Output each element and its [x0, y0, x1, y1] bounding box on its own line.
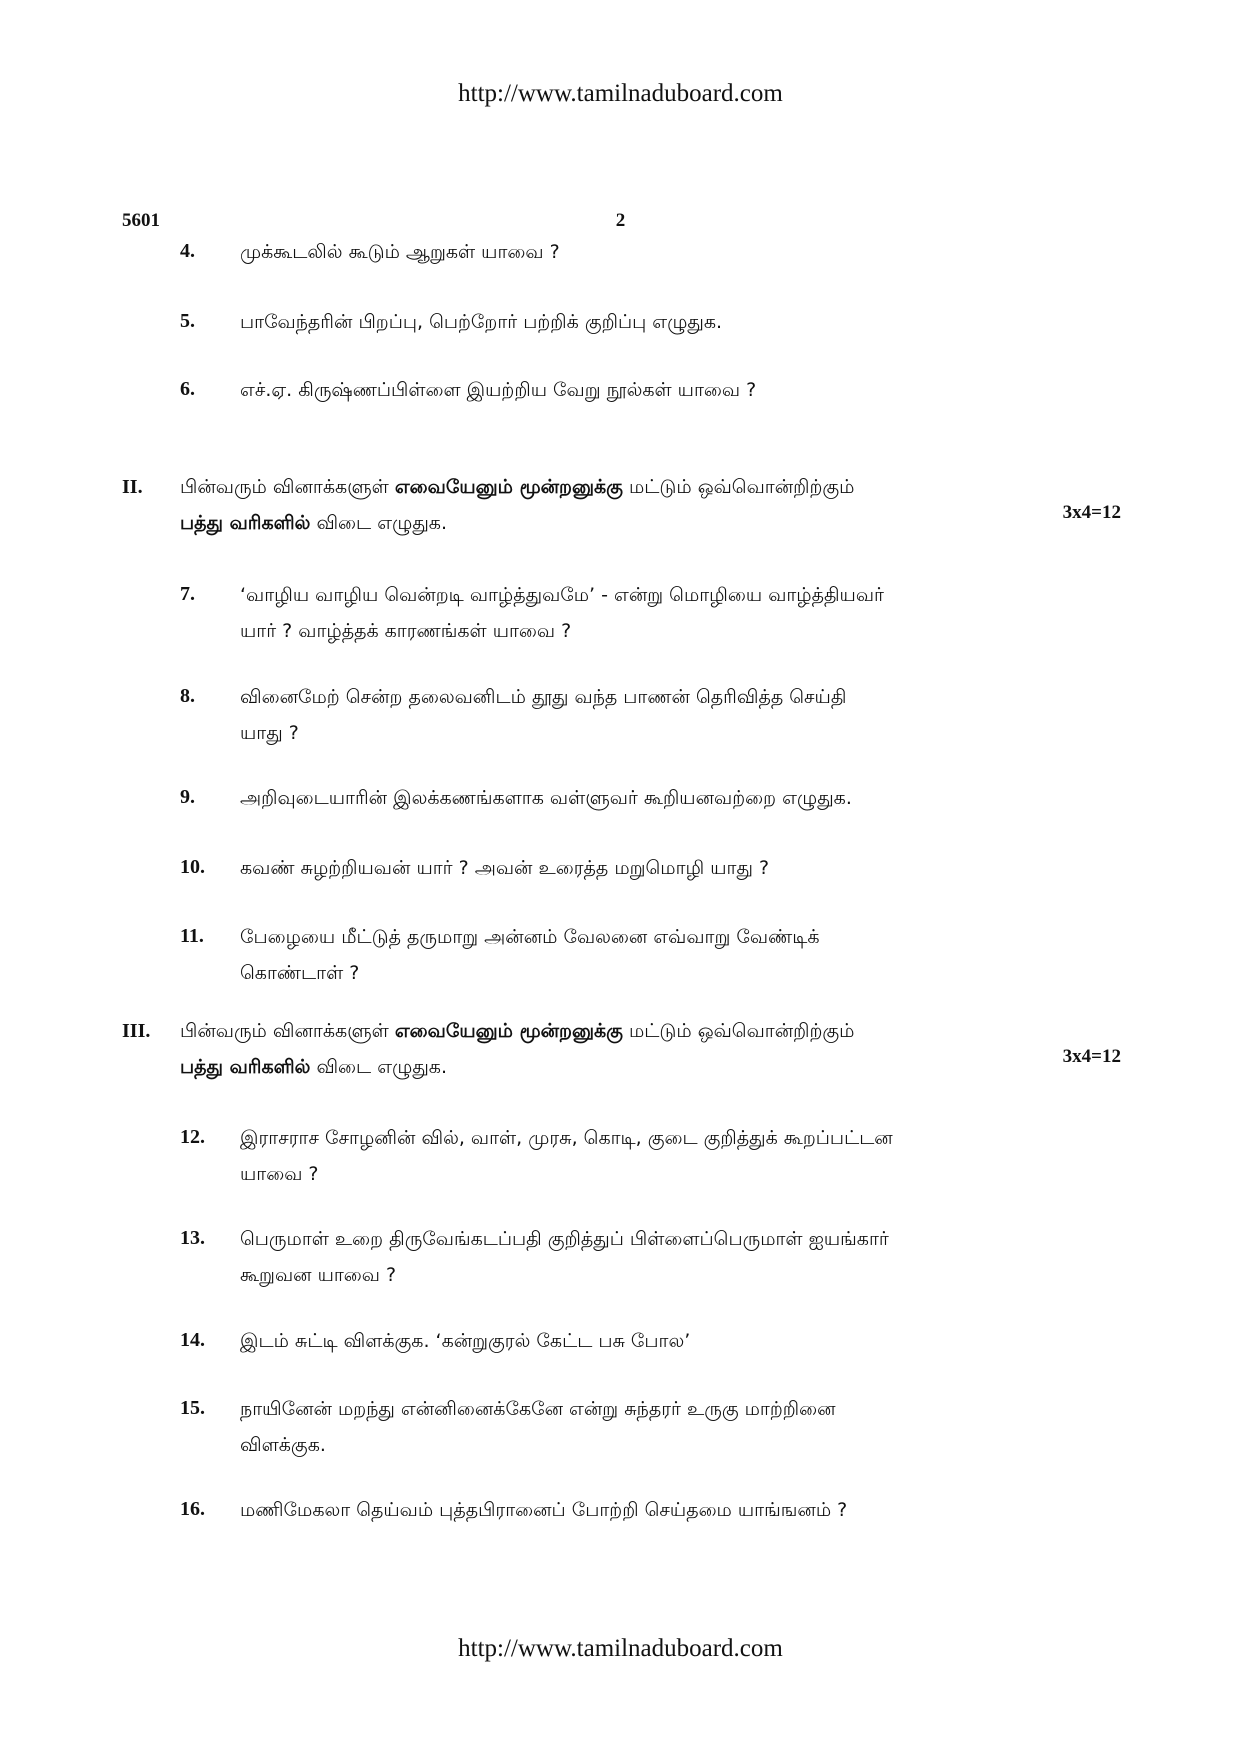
instruction-bold: பத்து வரிகளில் — [180, 1056, 311, 1078]
instruction-text: மட்டும் ஒவ்வொன்றிற்கும் — [622, 1020, 855, 1042]
section-instruction — [180, 1013, 1080, 1085]
instruction-text: மட்டும் ஒவ்வொன்றிற்கும் — [622, 476, 855, 498]
question-number: 7. — [180, 583, 195, 605]
question-number: 14. — [180, 1329, 205, 1351]
question-number: 11. — [180, 925, 204, 947]
question-number: 9. — [180, 786, 195, 808]
question-line: யார் ? வாழ்த்தக் காரணங்கள் யாவை ? — [240, 620, 572, 642]
header-url: http://www.tamilnaduboard.com — [458, 80, 783, 107]
question-line: எச்.ஏ. கிருஷ்ணப்பிள்ளை இயற்றிய வேறு நூல்கள் யாவை ? — [240, 379, 757, 401]
question-line: மணிமேகலா தெய்வம் புத்தபிரானைப் போற்றி செய்தமை யாங்ஙனம் ? — [240, 1499, 848, 1521]
question-text — [240, 1391, 1070, 1463]
question-text — [240, 919, 1070, 991]
instruction-text: பின்வரும் வினாக்களுள் — [180, 476, 395, 498]
question-text — [240, 1323, 1070, 1359]
question-text — [240, 1120, 1070, 1192]
question-line: முக்கூடலில் கூடும் ஆறுகள் யாவை ? — [240, 241, 560, 263]
section-marks: 3x4=12 — [1062, 1046, 1121, 1067]
question-text — [240, 780, 1070, 816]
question-number: 8. — [180, 685, 195, 707]
question-text — [240, 234, 1070, 270]
question-number: 6. — [180, 378, 195, 400]
instruction-text: விடை எழுதுக. — [310, 512, 447, 534]
question-number: 13. — [180, 1227, 205, 1249]
question-line: கவண் சுழற்றியவன் யார் ? அவன் உரைத்த மறுமொழி யாது ? — [240, 857, 770, 879]
instruction-text: பின்வரும் வினாக்களுள் — [180, 1020, 395, 1042]
question-line: கூறுவன யாவை ? — [240, 1264, 397, 1286]
question-line: விளக்குக. — [240, 1434, 326, 1456]
instruction-bold: பத்து வரிகளில் — [180, 512, 311, 534]
question-line: ‘வாழிய வாழிய வென்றடி வாழ்த்துவமே’ - என்று மொழியை வாழ்த்தியவர் — [240, 584, 884, 606]
exam-code: 5601 — [122, 210, 160, 231]
section-number: II. — [122, 476, 143, 498]
question-line: அறிவுடையாரின் இலக்கணங்களாக வள்ளுவர் கூறியனவற்றை எழுதுக. — [240, 787, 852, 809]
question-line: இராசராச சோழனின் வில், வாள், முரசு, கொடி, குடை குறித்துக் கூறப்பட்டன — [240, 1127, 893, 1149]
question-text — [240, 850, 1070, 886]
question-text — [240, 679, 1070, 751]
page-number: 2 — [615, 210, 626, 231]
question-number: 4. — [180, 240, 195, 262]
question-number: 12. — [180, 1126, 205, 1148]
question-line: பெருமாள் உறை திருவேங்கடப்பதி குறித்துப் பிள்ளைப்பெருமாள் ஐயங்கார் — [240, 1228, 889, 1250]
question-text — [240, 372, 1070, 408]
section-number: III. — [122, 1020, 151, 1042]
section-marks: 3x4=12 — [1062, 502, 1121, 523]
question-line: கொண்டாள் ? — [240, 962, 360, 984]
question-number: 16. — [180, 1498, 205, 1520]
question-number: 15. — [180, 1397, 205, 1419]
question-line: பேழையை மீட்டுத் தருமாறு அன்னம் வேலனை எவ்வாறு வேண்டிக் — [240, 926, 820, 948]
question-line: நாயினேன் மறந்து என்னினைக்கேனே என்று சுந்தரர் உருகு மாற்றினை — [240, 1398, 836, 1420]
question-line: வினைமேற் சென்ற தலைவனிடம் தூது வந்த பாணன் தெரிவித்த செய்தி — [240, 686, 847, 708]
question-text — [240, 304, 1070, 340]
question-line: யாது ? — [240, 722, 299, 744]
question-line: இடம் சுட்டி விளக்குக. ‘கன்றுகுரல் கேட்ட பசு போல’ — [240, 1330, 691, 1352]
instruction-bold: எவையேனும் மூன்றனுக்கு — [394, 476, 623, 498]
question-line: யாவை ? — [240, 1163, 319, 1185]
instruction-bold: எவையேனும் மூன்றனுக்கு — [394, 1020, 623, 1042]
question-text — [240, 1492, 1070, 1528]
question-text — [240, 577, 1070, 649]
question-text — [240, 1221, 1070, 1293]
question-number: 10. — [180, 856, 205, 878]
section-instruction — [180, 469, 1080, 541]
question-number: 5. — [180, 310, 195, 332]
footer-url: http://www.tamilnaduboard.com — [458, 1635, 783, 1662]
question-line: பாவேந்தரின் பிறப்பு, பெற்றோர் பற்றிக் குறிப்பு எழுதுக. — [240, 311, 723, 333]
instruction-text: விடை எழுதுக. — [310, 1056, 447, 1078]
